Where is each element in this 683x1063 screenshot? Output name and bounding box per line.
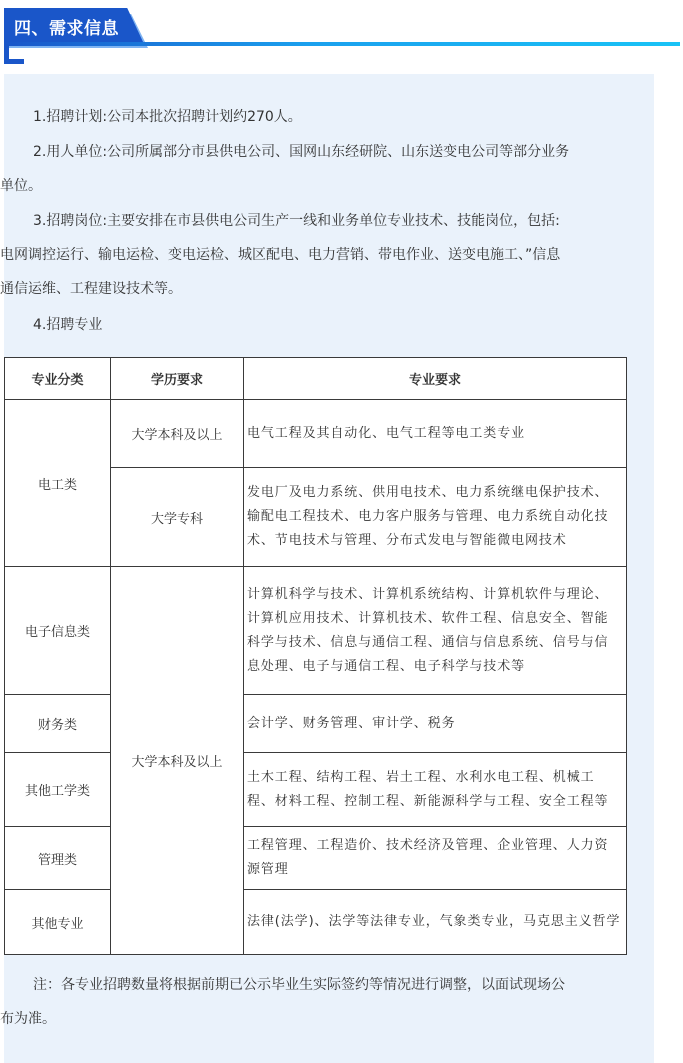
paragraph-plan-text: 1.招聘计划:公司本批次招聘计划约270人。 — [33, 109, 302, 125]
header-major: 专业要求 — [244, 358, 627, 400]
cell-major: 计算机科学与技术、计算机系统结构、计算机软件与理论、计算机应用技术、计算机技术、软件工程、信息安全、智能科学与技术、信息与通信工程、通信与信息系统、信号与信息处理、电子与通信工程、电子科学与技术等 — [244, 567, 627, 695]
majors-table — [4, 357, 627, 955]
paragraph-employer — [0, 135, 640, 203]
cell-education: 大学本科及以上 — [111, 567, 244, 955]
paragraph-majors-text: 4.招聘专业 — [33, 317, 103, 333]
cell-education: 大学专科 — [111, 468, 244, 567]
paragraph-positions-line2: 电网调控运行、输电运检、变电运检、城区配电、电力营销、带电作业、送变电施工、”信息 — [0, 247, 561, 263]
paragraph-majors — [0, 308, 640, 342]
header-corner-mark-h — [4, 59, 24, 64]
cell-major: 会计学、财务管理、审计学、税务 — [244, 695, 627, 753]
cell-category: 电工类 — [5, 400, 111, 567]
header-underline — [4, 42, 680, 46]
paragraph-employer-line2: 单位。 — [0, 178, 42, 194]
cell-category: 其他专业 — [5, 890, 111, 955]
cell-category: 财务类 — [5, 695, 111, 753]
cell-category: 管理类 — [5, 827, 111, 890]
table-row — [5, 827, 627, 890]
table-row — [5, 890, 627, 955]
paragraph-positions-line3: 通信运维、工程建设技术等。 — [0, 281, 182, 297]
cell-education: 大学本科及以上 — [111, 400, 244, 468]
cell-major: 发电厂及电力系统、供用电技术、电力系统继电保护技术、输配电工程技术、电力客户服务与管理、电力系统自动化技术、节电技术与管理、分布式发电与智能微电网技术 — [244, 468, 627, 567]
cell-major: 工程管理、工程造价、技术经济及管理、企业管理、人力资源管理 — [244, 827, 627, 890]
cell-category: 其他工学类 — [5, 753, 111, 827]
footnote-line1: 注：各专业招聘数量将根据前期已公示毕业生实际签约等情况进行调整，以面试现场公 — [33, 977, 565, 993]
table-row — [5, 753, 627, 827]
cell-category: 电子信息类 — [5, 567, 111, 695]
table-row — [5, 695, 627, 753]
cell-major: 土木工程、结构工程、岩土工程、水利水电工程、机械工程、材料工程、控制工程、新能源科学与工程、安全工程等 — [244, 753, 627, 827]
cell-major: 法律(法学)、法学等法律专业，气象类专业，马克思主义哲学 — [244, 890, 627, 955]
paragraph-employer-line1: 2.用人单位:公司所属部分市县供电公司、国网山东经研院、山东送变电公司等部分业务 — [33, 144, 570, 160]
header-education: 学历要求 — [111, 358, 244, 400]
table-row — [5, 567, 627, 695]
table-row — [5, 400, 627, 468]
header-category: 专业分类 — [5, 358, 111, 400]
section-title: 四、需求信息 — [14, 19, 119, 39]
paragraph-positions-line1: 3.招聘岗位:主要安排在市县供电公司生产一线和业务单位专业技术、技能岗位，包括: — [33, 213, 560, 229]
paragraph-plan — [0, 100, 640, 134]
table-header-row — [5, 358, 627, 400]
footnote — [0, 968, 640, 1036]
cell-major: 电气工程及其自动化、电气工程等电工类专业 — [244, 400, 627, 468]
section-header — [0, 0, 683, 66]
footnote-line2: 布为准。 — [0, 1011, 56, 1027]
paragraph-positions — [0, 204, 640, 306]
